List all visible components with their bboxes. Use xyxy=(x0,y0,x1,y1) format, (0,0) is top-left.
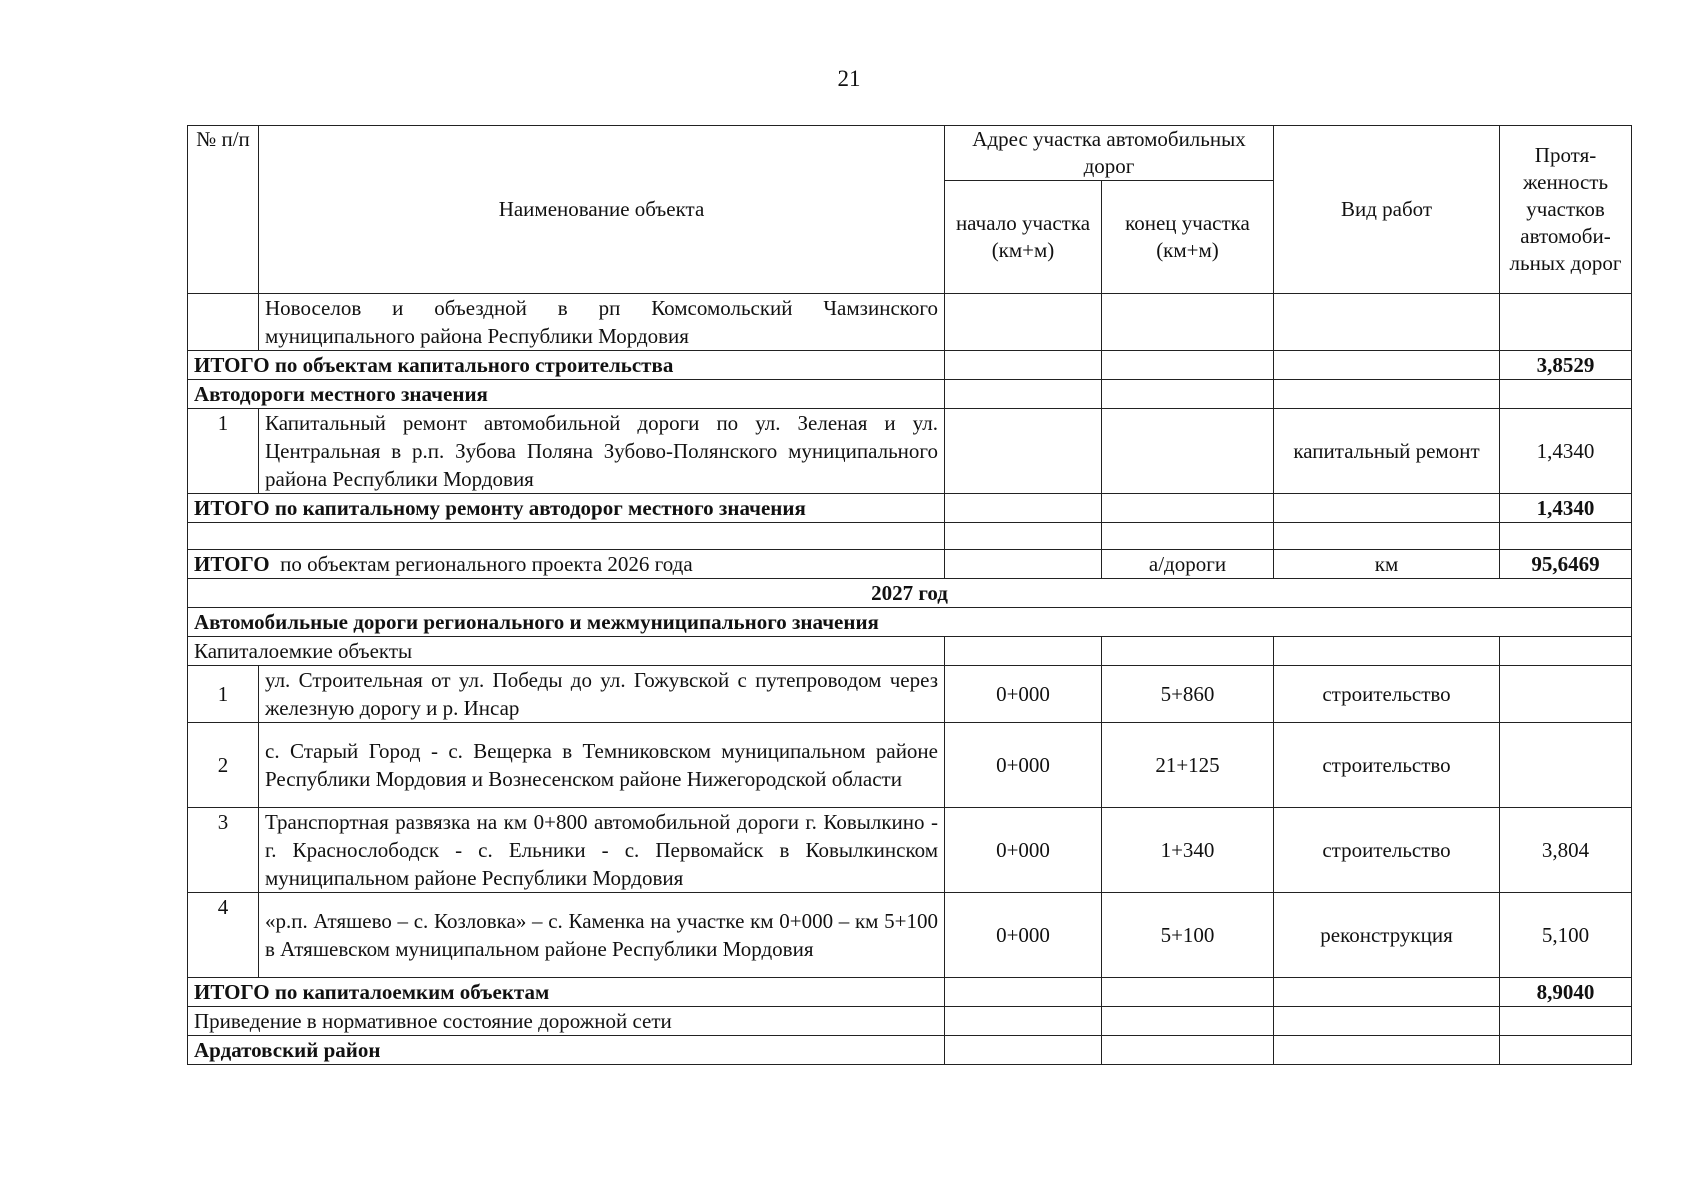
total-2026-length: 95,6469 xyxy=(1500,550,1632,579)
total-label: ИТОГО по капитальному ремонту автодорог местного значения xyxy=(188,494,945,523)
total-2026-label-rest: по объектам регионального проекта 2026 года xyxy=(280,552,693,576)
table-row xyxy=(188,550,1632,579)
row-end: 5+100 xyxy=(1102,893,1274,978)
row-start: 0+000 xyxy=(945,723,1102,808)
row-num: 1 xyxy=(188,666,259,723)
table-row xyxy=(188,380,1632,409)
total-2026-end: а/дороги xyxy=(1102,550,1274,579)
row-name: Транспортная развязка на км 0+800 автомобильной дороги г. Ковылкино - г. Краснослободск - с. Ельники - с. Первомайск в Ковылкинском муниципальном районе Республики Мордовия xyxy=(259,808,945,893)
header-num: № п/п xyxy=(188,126,259,294)
total-label: ИТОГО по объектам капитального строительства xyxy=(188,351,945,380)
header-length: Протя-женность участков автомоби-льных дорог xyxy=(1500,126,1632,294)
row-name: «р.п. Атяшево – с. Козловка» – с. Каменка на участке км 0+000 – км 5+100 в Атяшевском муниципальном районе Республики Мордовия xyxy=(259,893,945,978)
row-name: Капитальный ремонт автомобильной дороги по ул. Зеленая и ул. Центральная в р.п. Зубова Поляна Зубово-Полянского муниципального района Республики Мордовия xyxy=(259,409,945,494)
row-work: капитальный ремонт xyxy=(1274,409,1500,494)
row-num: 3 xyxy=(188,808,259,893)
total-length: 3,8529 xyxy=(1500,351,1632,380)
table-row xyxy=(188,579,1632,608)
table-row xyxy=(188,808,1632,893)
table-row xyxy=(188,637,1632,666)
row-length: 1,4340 xyxy=(1500,409,1632,494)
road-objects-table xyxy=(187,125,1632,1065)
total-label: ИТОГО по капиталоемким объектам xyxy=(188,978,945,1007)
header-work-type: Вид работ xyxy=(1274,126,1500,294)
row-work: строительство xyxy=(1274,808,1500,893)
row-num: 2 xyxy=(188,723,259,808)
table-row xyxy=(188,494,1632,523)
row-length xyxy=(1500,723,1632,808)
row-name: ул. Строительная от ул. Победы до ул. Гожувской с путепроводом через железную дорогу и р. Инсар xyxy=(259,666,945,723)
header-end: конец участка (км+м) xyxy=(1102,181,1274,294)
table-row xyxy=(188,1036,1632,1065)
total-length: 8,9040 xyxy=(1500,978,1632,1007)
row-end: 5+860 xyxy=(1102,666,1274,723)
row-work: реконструкция xyxy=(1274,893,1500,978)
row-length: 3,804 xyxy=(1500,808,1632,893)
section-heading: Автодороги местного значения xyxy=(188,380,945,409)
row-start: 0+000 xyxy=(945,666,1102,723)
table-row xyxy=(188,608,1632,637)
row-name: Новоселов и объездной в рп Комсомольский Чамзинского муниципального района Республики Мордовия xyxy=(259,294,945,351)
row-work: строительство xyxy=(1274,723,1500,808)
row-length xyxy=(1500,666,1632,723)
row-start: 0+000 xyxy=(945,808,1102,893)
row-name: с. Старый Город - с. Вещерка в Темниковском муниципальном районе Республики Мордовия и Вознесенском районе Нижегородской области xyxy=(259,723,945,808)
table-row xyxy=(188,893,1632,978)
section-heading: Капиталоемкие объекты xyxy=(188,637,945,666)
section-heading: Автомобильные дороги регионального и межмуниципального значения xyxy=(188,608,1632,637)
total-length: 1,4340 xyxy=(1500,494,1632,523)
table-row xyxy=(188,294,1632,351)
page-number: 21 xyxy=(837,66,861,91)
year-heading: 2027 год xyxy=(188,579,1632,608)
table-row xyxy=(188,351,1632,380)
row-length: 5,100 xyxy=(1500,893,1632,978)
row-start: 0+000 xyxy=(945,893,1102,978)
table-row xyxy=(188,723,1632,808)
row-end: 1+340 xyxy=(1102,808,1274,893)
row-num: 4 xyxy=(188,893,259,978)
table-row xyxy=(188,523,1632,550)
row-num: 1 xyxy=(188,409,259,494)
district-heading: Ардатовский район xyxy=(188,1036,945,1065)
table-row xyxy=(188,409,1632,494)
table-row xyxy=(188,1007,1632,1036)
total-2026-label xyxy=(188,550,945,579)
row-end: 21+125 xyxy=(1102,723,1274,808)
total-2026-work: км xyxy=(1274,550,1500,579)
total-2026-label-bold: ИТОГО xyxy=(194,552,270,576)
header-name: Наименование объекта xyxy=(259,126,945,294)
header-address-group: Адрес участка автомобильных дорог xyxy=(945,126,1274,181)
table-row xyxy=(188,978,1632,1007)
section-heading: Приведение в нормативное состояние дорожной сети xyxy=(188,1007,945,1036)
header-start: начало участка (км+м) xyxy=(945,181,1102,294)
row-work: строительство xyxy=(1274,666,1500,723)
table-row xyxy=(188,666,1632,723)
